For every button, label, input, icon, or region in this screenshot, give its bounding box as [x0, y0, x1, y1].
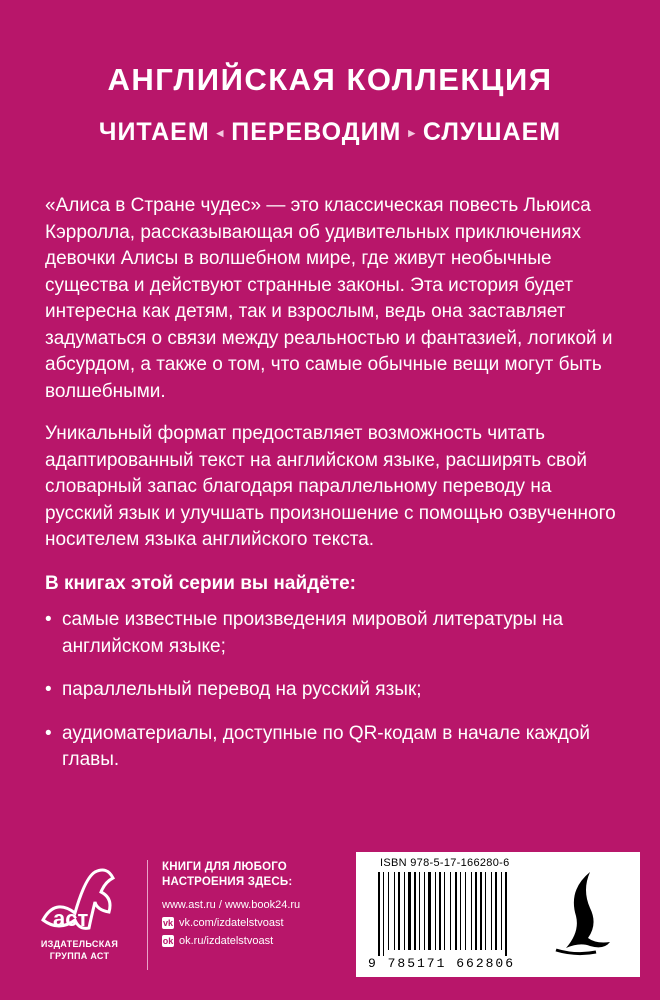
publisher-caption: ИЗДАТЕЛЬСКАЯ ГРУППА АСТ	[40, 939, 119, 961]
bullet-icon: •	[45, 722, 52, 744]
left-arrow-icon: ◂	[216, 124, 225, 140]
description-paragraph-1: «Алиса в Стране чудес» — это классическая повесть Льюиса Кэрролла, рассказывающая об удивительных приключениях девочки Алисы в волшебном мире, где живут необычные существа и действуют странные законы. Эта история будет интересна как детям, так и взрослым, ведь она заставляет задуматься о связи между реальностью и фантазией, логикой и абсурдом, а также о том, что самые обычные вещи могут быть волшебными.	[45, 195, 613, 402]
list-item	[45, 677, 623, 704]
features-heading: В книгах этой серии вы найдёте:	[45, 573, 356, 594]
series-subtitle	[0, 118, 660, 147]
publisher-mark-icon	[546, 866, 616, 961]
bullet-icon: •	[45, 679, 52, 700]
ok-icon: ok	[162, 936, 174, 946]
svg-text:аст: аст	[53, 906, 89, 931]
links-block	[162, 860, 362, 950]
series-title: АНГЛИЙСКАЯ КОЛЛЕКЦИЯ	[107, 62, 553, 97]
barcode-number: 9 785171 662806	[368, 956, 516, 971]
description-paragraph-2: Уникальный формат предоставляет возможность читать адаптированный текст на английском языке, расширять свой словарный запас благодаря параллельному переводу на русский язык и улучшать произношение с помощью озвученного носителем языка английского текста.	[45, 423, 616, 550]
list-item-text: самые известные произведения мировой литературы на английском языке;	[62, 609, 564, 657]
isbn-label: ISBN 978-5-17-166280-6	[380, 857, 510, 869]
right-arrow-icon: ▸	[408, 124, 416, 140]
list-item-text: параллельный перевод на русский язык;	[62, 679, 422, 700]
list-item-text: аудиоматериалы, доступные по QR-кодам в начале каждой главы.	[62, 722, 590, 770]
vk-link-text: vk.com/izdatelstvoast	[179, 917, 284, 929]
footer	[0, 852, 660, 1000]
list-item	[45, 721, 623, 774]
links-heading: КНИГИ ДЛЯ ЛЮБОГО НАСТРОЕНИЯ ЗДЕСЬ:	[162, 861, 293, 888]
barcode-icon	[376, 872, 536, 956]
list-item	[45, 607, 623, 660]
vk-link[interactable]	[162, 914, 362, 932]
subtitle-read: ЧИТАЕМ	[98, 118, 210, 146]
vk-icon: vk	[162, 918, 173, 928]
subtitle-translate: ПЕРЕВОДИМ	[231, 118, 402, 146]
site-link[interactable]: www.ast.ru / www.book24.ru	[162, 899, 301, 911]
subtitle-listen: СЛУШАЕМ	[422, 118, 562, 146]
ok-link-text: ok.ru/izdatelstvoast	[179, 935, 274, 947]
barcode-panel	[356, 852, 640, 977]
ast-logo-icon	[35, 858, 125, 938]
bullet-icon: •	[45, 609, 52, 630]
footer-divider	[147, 860, 148, 970]
features-list	[45, 607, 623, 791]
ok-link[interactable]	[162, 932, 362, 950]
